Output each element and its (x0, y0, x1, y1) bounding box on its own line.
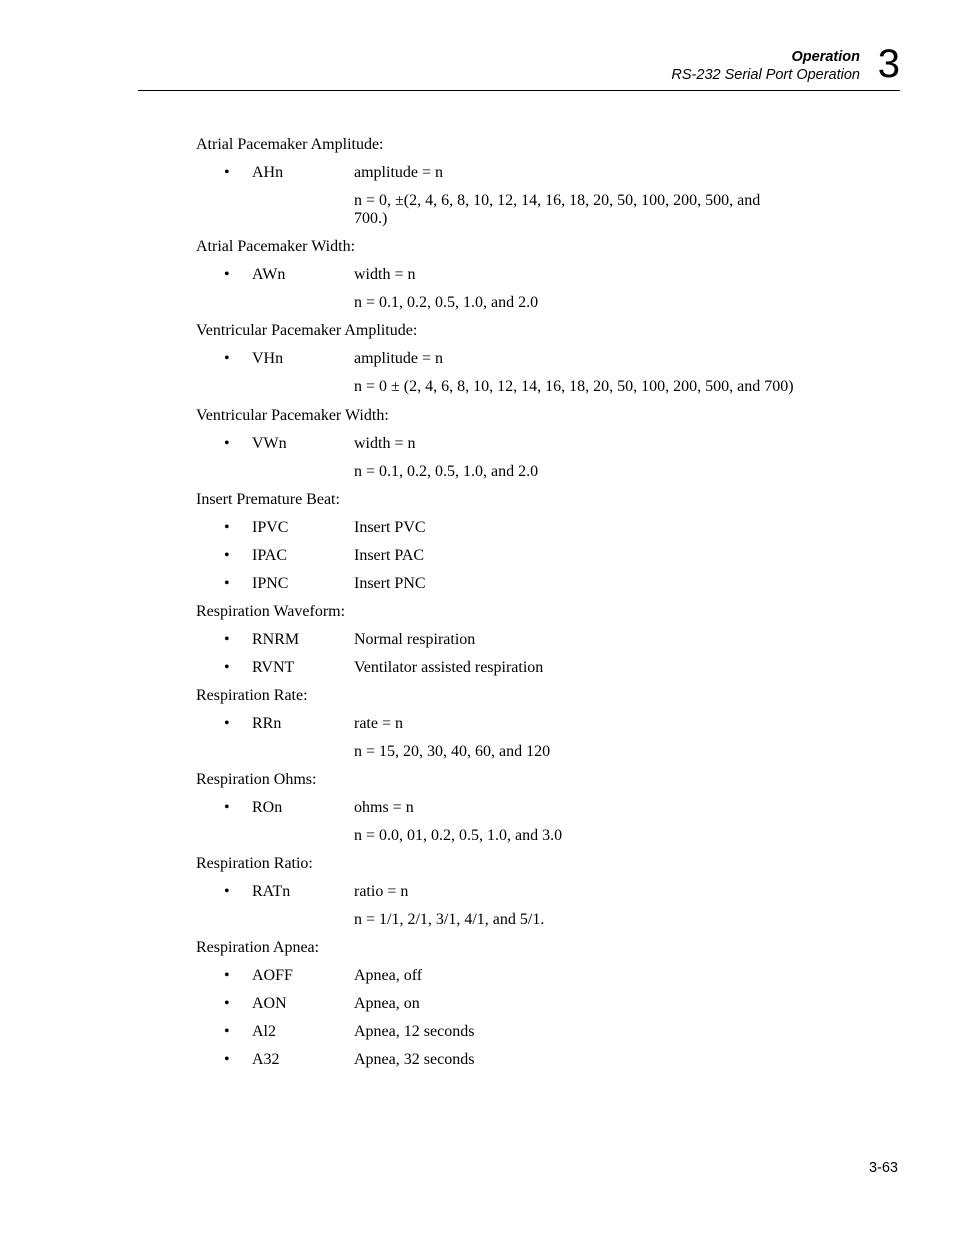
bullet-icon: • (224, 1051, 230, 1068)
bullet-icon: • (224, 995, 230, 1012)
command-item (196, 519, 816, 547)
section-title: Respiration Ohms: (196, 771, 317, 788)
command-item (196, 715, 816, 743)
command-code: Al2 (252, 1023, 276, 1040)
command-description: width = n (354, 435, 416, 452)
command-description: Apnea, 32 seconds (354, 1051, 475, 1068)
command-item (196, 1023, 816, 1051)
value-note: n = 15, 20, 30, 40, 60, and 120 (354, 743, 551, 760)
page-number: 3-63 (868, 1160, 898, 1176)
section-title: Insert Premature Beat: (196, 491, 340, 508)
bullet-icon: • (224, 715, 230, 732)
bullet-icon: • (224, 1023, 230, 1040)
command-description: rate = n (354, 715, 403, 732)
command-code: VHn (252, 350, 284, 367)
header-title: Operation (791, 49, 860, 65)
command-code: IPVC (252, 519, 289, 536)
command-description: Apnea, 12 seconds (354, 1023, 475, 1040)
command-description: Insert PAC (354, 547, 425, 564)
command-description: ohms = n (354, 799, 414, 816)
command-description: Insert PNC (354, 575, 426, 592)
bullet-icon: • (224, 631, 230, 648)
section-title: Respiration Ratio: (196, 855, 313, 872)
command-code: RNRM (252, 631, 300, 648)
command-item (196, 659, 816, 687)
command-code: AHn (252, 164, 284, 181)
command-description: ratio = n (354, 883, 409, 900)
bullet-icon: • (224, 883, 230, 900)
command-description: width = n (354, 266, 416, 283)
command-item (196, 631, 816, 659)
section-title: Ventricular Pacemaker Amplitude: (196, 322, 418, 339)
command-item (196, 883, 816, 911)
command-code: RVNT (252, 659, 295, 676)
command-item (196, 164, 816, 192)
command-item (196, 575, 816, 603)
command-code: VWn (252, 435, 287, 452)
bullet-icon: • (224, 164, 230, 181)
command-item (196, 266, 816, 294)
command-list (196, 136, 816, 1079)
bullet-icon: • (224, 350, 230, 367)
section-title: Respiration Waveform: (196, 603, 346, 620)
command-item (196, 995, 816, 1023)
command-item (196, 350, 816, 378)
bullet-icon: • (224, 547, 230, 564)
command-description: amplitude = n (354, 350, 444, 367)
value-note: n = 0.0, 01, 0.2, 0.5, 1.0, and 3.0 (354, 827, 563, 844)
command-code: RATn (252, 883, 291, 900)
value-note: n = 0.1, 0.2, 0.5, 1.0, and 2.0 (354, 463, 539, 480)
command-description: Apnea, on (354, 995, 420, 1012)
command-description: Insert PVC (354, 519, 426, 536)
section-title: Respiration Rate: (196, 687, 308, 704)
command-description: Ventilator assisted respiration (354, 659, 544, 676)
command-description: Normal respiration (354, 631, 476, 648)
section-title: Respiration Apnea: (196, 939, 320, 956)
chapter-number: 3 (877, 42, 900, 86)
bullet-icon: • (224, 519, 230, 536)
command-description: Apnea, off (354, 967, 423, 984)
command-code: A32 (252, 1051, 280, 1068)
command-item (196, 967, 816, 995)
bullet-icon: • (224, 659, 230, 676)
bullet-icon: • (224, 435, 230, 452)
bullet-icon: • (224, 266, 230, 283)
command-item (196, 1051, 816, 1079)
command-item (196, 547, 816, 575)
command-code: ROn (252, 799, 283, 816)
section-title: Ventricular Pacemaker Width: (196, 407, 389, 424)
bullet-icon: • (224, 967, 230, 984)
command-item (196, 435, 816, 463)
command-code: IPNC (252, 575, 289, 592)
command-code: AOFF (252, 967, 293, 984)
command-code: AON (252, 995, 287, 1012)
value-note: n = 1/1, 2/1, 3/1, 4/1, and 5/1. (354, 911, 545, 928)
command-item (196, 799, 816, 827)
bullet-icon: • (224, 575, 230, 592)
value-note: n = 0, ±(2, 4, 6, 8, 10, 12, 14, 16, 18, 20, 50, 100, 200, 500, and 700.) (354, 192, 761, 227)
section-title: Atrial Pacemaker Width: (196, 238, 356, 255)
bullet-icon: • (224, 799, 230, 816)
command-code: IPAC (252, 547, 287, 564)
value-note: n = 0 ± (2, 4, 6, 8, 10, 12, 14, 16, 18, 20, 50, 100, 200, 500, and 700) (354, 378, 794, 395)
header-text (671, 48, 860, 84)
command-code: RRn (252, 715, 282, 732)
header-subtitle: RS-232 Serial Port Operation (671, 67, 860, 83)
command-code: AWn (252, 266, 286, 283)
section-title: Atrial Pacemaker Amplitude: (196, 136, 384, 153)
command-description: amplitude = n (354, 164, 444, 181)
value-note: n = 0.1, 0.2, 0.5, 1.0, and 2.0 (354, 294, 539, 311)
page-header (138, 44, 900, 91)
